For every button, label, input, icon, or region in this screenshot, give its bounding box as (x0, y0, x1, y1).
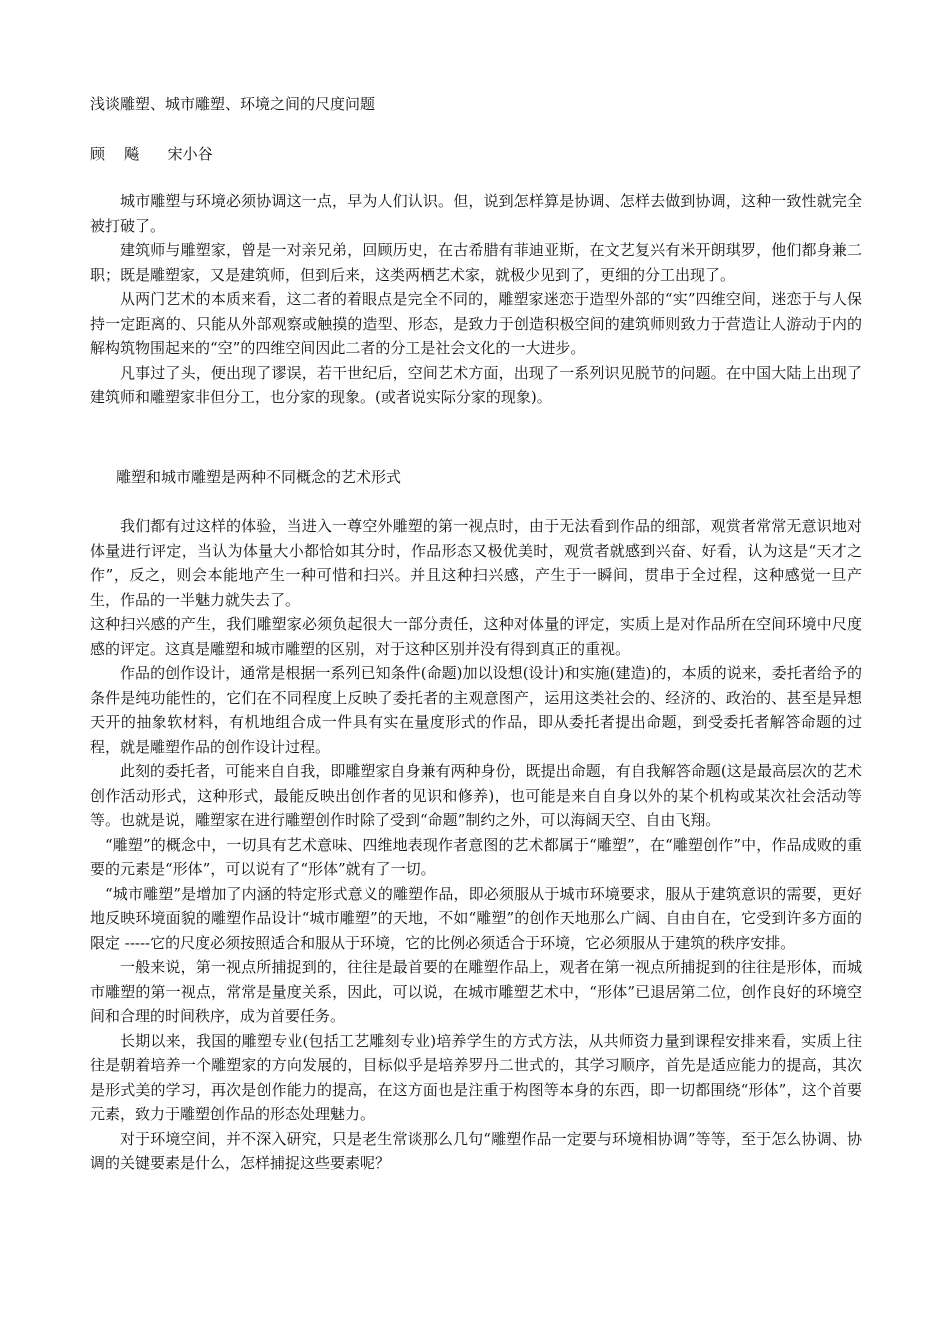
intro-section (90, 189, 862, 410)
paragraph: 凡事过了头，便出现了谬误，若干世纪后，空间艺术方面，出现了一系列识见脱节的问题。在中国大陆上出现了建筑师和雕塑家非但分工，也分家的现象。(或者说实际分家的现象)。 (90, 363, 862, 406)
paragraph: 我们都有过这样的体验，当进入一尊空外雕塑的第一视点时，由于无法看到作品的细部，观赏者常常无意识地对体量进行评定，当认为体量大小都恰如其分时，作品形态又极优美时，观赏者就感到兴奋、好看，认为这是“天才之作”，反之，则会本能地产生一种可惜和扫兴。并且这种扫兴感，产生于一瞬间，贯串于全过程，这种感觉一旦产生，作品的一半魅力就失去了。 (90, 517, 862, 609)
paragraph: 这种扫兴感的产生，我们雕塑家必须负起很大一部分责任，这种对体量的评定，实质上是对作品所在空间环境中尺度感的评定。这真是雕塑和城市雕塑的区别，对于这种区别并没有得到真正的重视。 (90, 615, 862, 658)
paragraph: “城市雕塑”是增加了内涵的特定形式意义的雕塑作品，即必须服从于城市环境要求，服从于建筑意识的需要，更好地反映环境面貌的雕塑作品设计“城市雕塑”的天地，不如“雕塑”的创作天地那么广阔、自由自在，它受到许多方面的限定 -----它的尺度必须按照适合和服从于环境，它的比例必须适合于环境，它必须服从于建筑的秩序安排。 (90, 884, 862, 952)
section-body (90, 514, 862, 1176)
paragraph: 从两门艺术的本质来看，这二者的着眼点是完全不同的，雕塑家迷恋于造型外部的“实”四维空间，迷恋于与人保持一定距离的、只能从外部观察或触摸的造型、形态，是致力于创造积极空间的建筑师则致力于营造让人游动于内的解构筑物围起来的“空”的四维空间因此二者的分工是社会文化的一大进步。 (90, 290, 862, 357)
paragraph: 建筑师与雕塑家，曾是一对亲兄弟，回顾历史，在古希腊有菲迪亚斯，在文艺复兴有米开朗琪罗，他们都身兼二职；既是雕塑家，又是建筑师，但到后来，这类两栖艺术家，就极少见到了，更细的分工出现了。 (90, 241, 862, 284)
paragraph: 此刻的委托者，可能来自自我，即雕塑家自身兼有两种身份，既提出命题，有自我解答命题(这是最高层次的艺术创作活动形式，这种形式，最能反映出创作者的见识和修养)，也可能是来自自身以外的某个机构或某次社会活动等等。也就是说，雕塑家在进行雕塑创作时除了受到“命题”制约之外，可以海阔天空、自由飞翔。 (90, 762, 862, 829)
paragraph: 作品的创作设计，通常是根据一系列已知条件(命题)加以设想(设计)和实施(建造)的，本质的说来，委托者给予的条件是纯功能性的，它们在不同程度上反映了委托者的主观意图产，运用这类社会的、经济的、政治的、甚至是异想天开的抽象软材料，有机地组合成一件具有实在量度形式的作品，即从委托者提出命题，到受委托者解答命题的过程，就是雕塑作品的创作设计过程。 (90, 664, 862, 756)
document-title: 浅谈雕塑、城市雕塑、环境之间的尺度问题 (90, 95, 376, 113)
paragraph: 对于环境空间，并不深入研究，只是老生常谈那么几句“雕塑作品一定要与环境相协调”等等，至于怎么协调、协调的关键要素是什么，怎样捕捉这些要素呢？ (90, 1129, 862, 1172)
paragraph: 一般来说，第一视点所捕捉到的，往往是最首要的在雕塑作品上，观者在第一视点所捕捉到的往往是形体，而城市雕塑的第一视点，常常是量度关系，因此，可以说，在城市雕塑艺术中，“形体”已退居第二位，创作良好的环境空间和合理的时间秩序，成为首要任务。 (90, 958, 862, 1025)
document-authors: 顾 飚 宋小谷 (90, 145, 213, 163)
paragraph: “雕塑”的概念中，一切具有艺术意味、四维地表现作者意图的艺术都属于“雕塑”，在“雕塑创作”中，作品成败的重要的元素是“形体”，可以说有了“形体”就有了一切。 (90, 835, 862, 878)
section-heading: 雕塑和城市雕塑是两种不同概念的艺术形式 (116, 468, 402, 486)
paragraph: 长期以来，我国的雕塑专业(包括工艺雕刻专业)培养学生的方式方法，从共师资力量到课程安排来看，实质上往往是朝着培养一个雕塑家的方向发展的，目标似乎是培养罗丹二世式的，其学习顺序，首先是适应能力的提高，其次是形式美的学习，再次是创作能力的提高，在这方面也是注重于构图等本身的东西，即一切都围绕“形体”，这个首要元素，致力于雕塑创作品的形态处理魅力。 (90, 1031, 862, 1123)
paragraph: 城市雕塑与环境必须协调这一点，早为人们认识。但，说到怎样算是协调、怎样去做到协调，这种一致性就完全被打破了。 (90, 192, 862, 235)
